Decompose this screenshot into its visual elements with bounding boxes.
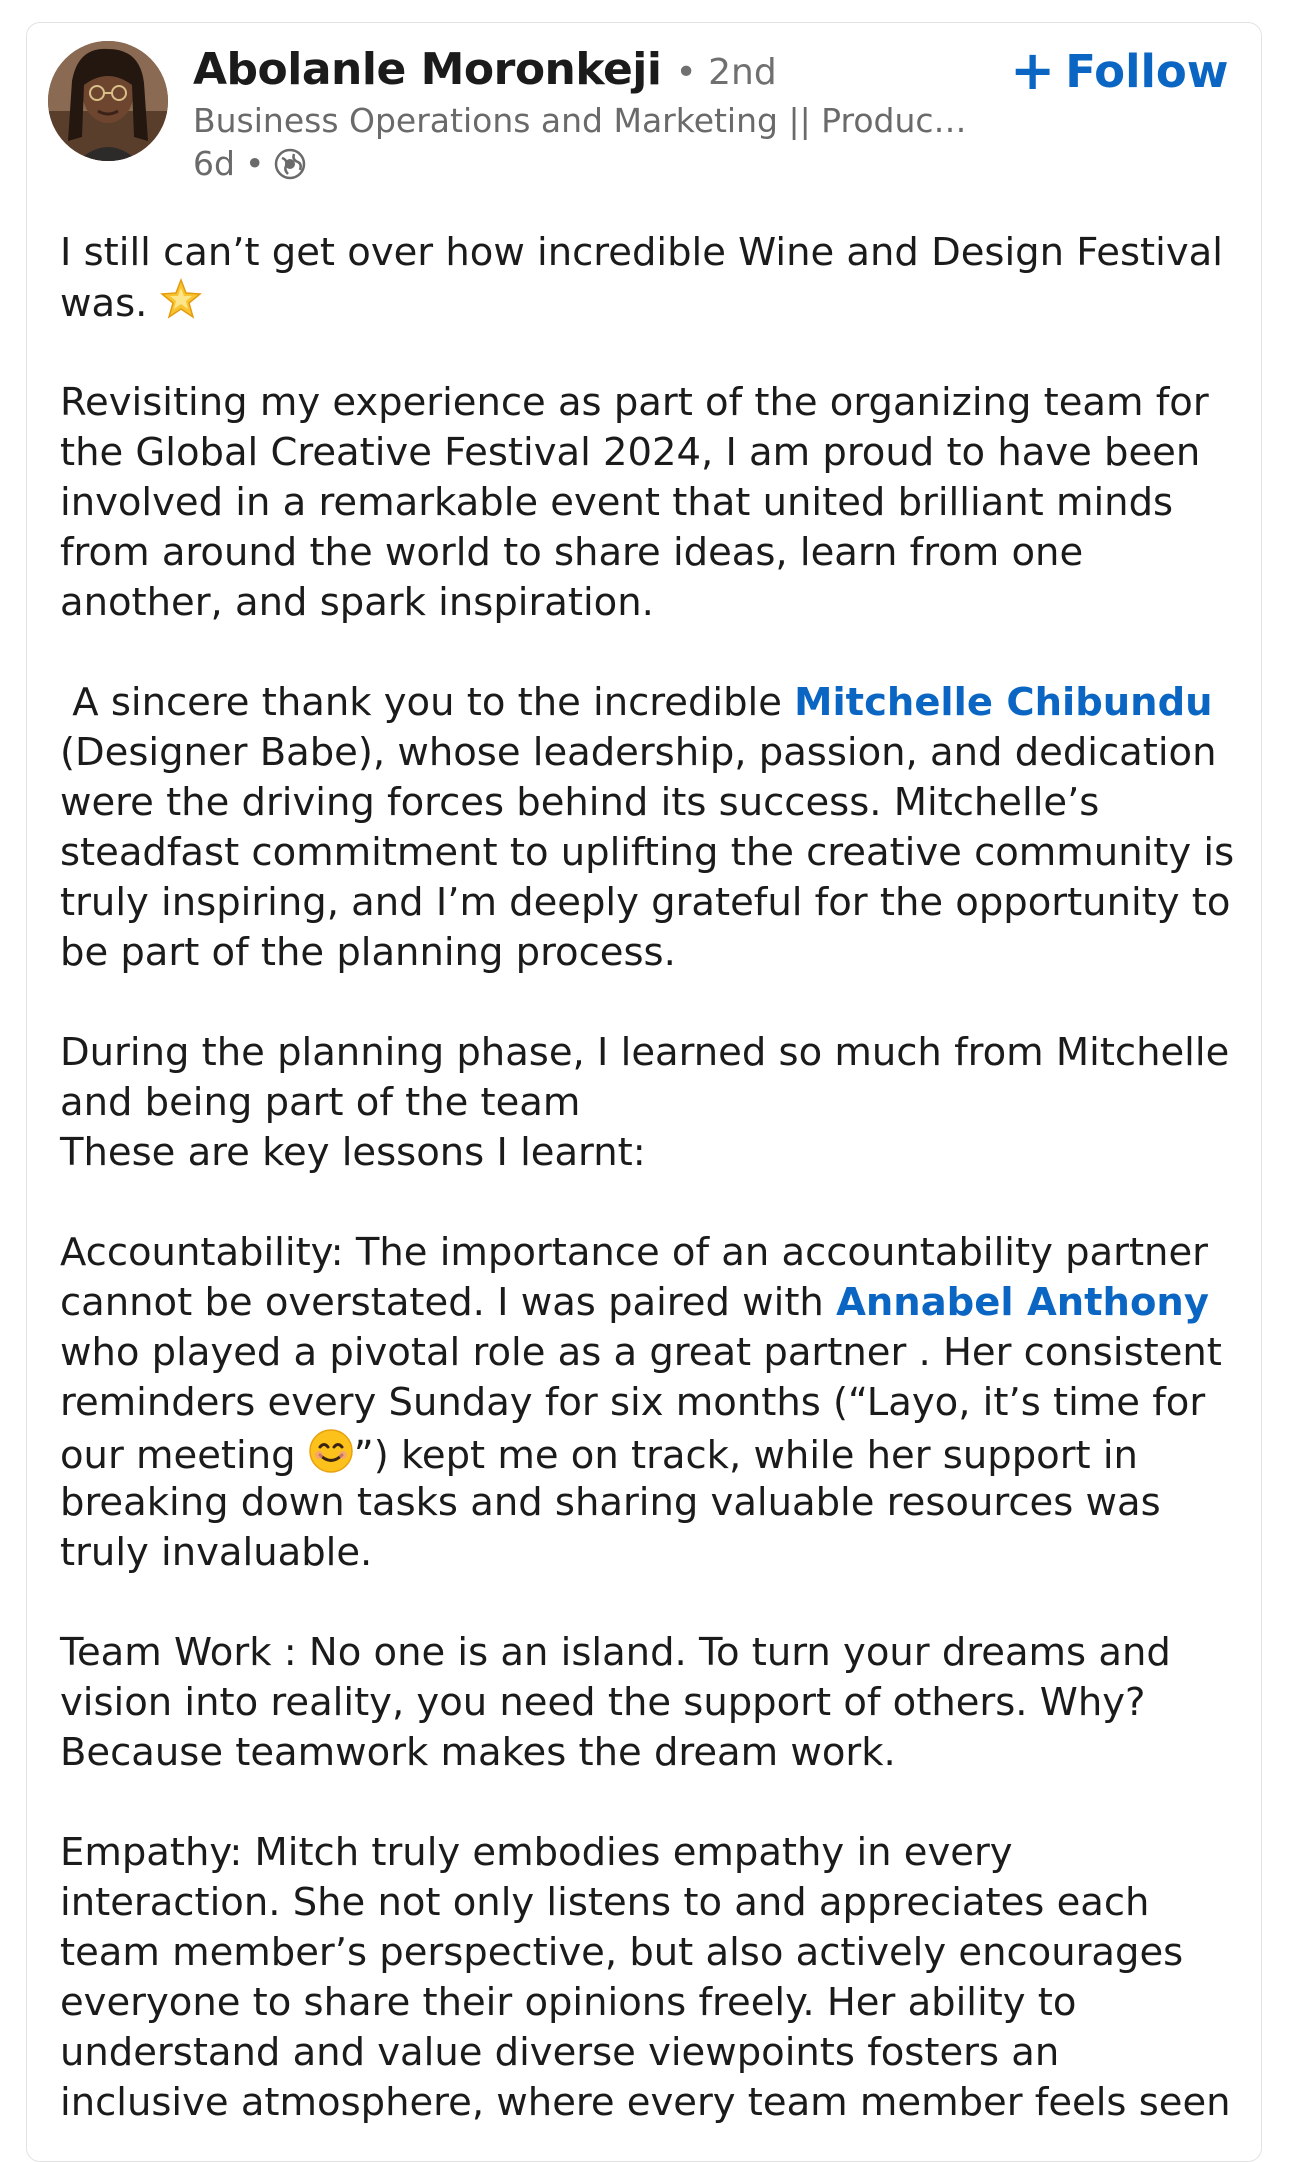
post-line: interaction. She not only listens to and appreciates each [60,1880,1150,1925]
post-line: were the driving forces behind its success. Mitchelle’s [60,780,1100,825]
post-line: understand and value diverse viewpoints fosters an [60,2030,1060,2075]
author-headline: Business Operations and Marketing || Produc… [193,101,967,140]
globe-icon [274,148,306,180]
plus-icon: + [1010,39,1056,102]
post-line: inclusive atmosphere, where every team member feels seen [60,2080,1231,2125]
post-line: Team Work : No one is an island. To turn your dreams and [60,1630,1171,1675]
post-line: reminders every Sunday for six months (“Layo, it’s time for [60,1380,1206,1425]
post-line [60,1428,1250,1478]
post-line: Accountability: The importance of an accountability partner [60,1230,1208,1275]
post-line: another, and spark inspiration. [60,580,654,625]
post-line: steadfast commitment to uplifting the creative community is [60,830,1235,875]
mention-link-mitchelle[interactable]: Mitchelle Chibundu [794,680,1213,725]
post-line: involved in a remarkable event that united brilliant minds [60,480,1174,525]
author-avatar[interactable] [48,41,168,161]
post-line: (Designer Babe), whose leadership, passion, and dedication [60,730,1217,775]
post-line: breaking down tasks and sharing valuable resources was [60,1480,1161,1525]
post-line: who played a pivotal role as a great partner . Her consistent [60,1330,1222,1375]
post-line: During the planning phase, I learned so much from Mitchelle [60,1030,1230,1075]
post-line: Because teamwork makes the dream work. [60,1730,896,1775]
post-line: from around the world to share ideas, learn from one [60,530,1084,575]
follow-button[interactable] [1010,39,1229,102]
connection-degree: • 2nd [675,52,777,93]
post-text-fragment: cannot be overstated. I was paired with [60,1280,837,1325]
post-line: be part of the planning process. [60,930,676,975]
post-line: the Global Creative Festival 2024, I am proud to have been [60,430,1201,475]
post-line: Revisiting my experience as part of the organizing team for [60,380,1209,425]
post-line [60,278,1250,328]
post-line: I still can’t get over how incredible Wine and Design Festival [60,230,1223,275]
post-meta [193,144,306,183]
post-text-fragment: A sincere thank you to the incredible [60,680,795,725]
post-line [60,1278,1250,1328]
avatar-image [48,41,168,161]
post-line: vision into reality, you need the support of others. Why? [60,1680,1146,1725]
post-line: truly inspiring, and I’m deeply grateful for the opportunity to [60,880,1231,925]
post-line [60,678,1250,728]
meta-separator: • [244,144,265,183]
post-line: These are key lessons I learnt: [60,1130,646,1175]
post-line: truly invaluable. [60,1530,373,1575]
mention-link-annabel[interactable]: Annabel Anthony [836,1280,1209,1325]
post-text [60,228,1250,2128]
post-line: Empathy: Mitch truly embodies empathy in every [60,1830,1013,1875]
post-line: everyone to share their opinions freely. Her ability to [60,1980,1077,2025]
glowing-star-icon [160,278,202,333]
post-text-fragment: was. [60,281,148,326]
follow-label: Follow [1065,44,1229,98]
post-time: 6d [193,144,235,183]
author-name-row[interactable] [193,44,777,100]
post-line: and being part of the team [60,1080,581,1125]
post-text-fragment: our meeting [60,1433,308,1478]
author-name[interactable]: Abolanle Moronkeji [193,44,662,95]
post-text-fragment: ”) kept me on track, while her support in [353,1433,1138,1478]
post-line: team member’s perspective, but also actively encourages [60,1930,1184,1975]
